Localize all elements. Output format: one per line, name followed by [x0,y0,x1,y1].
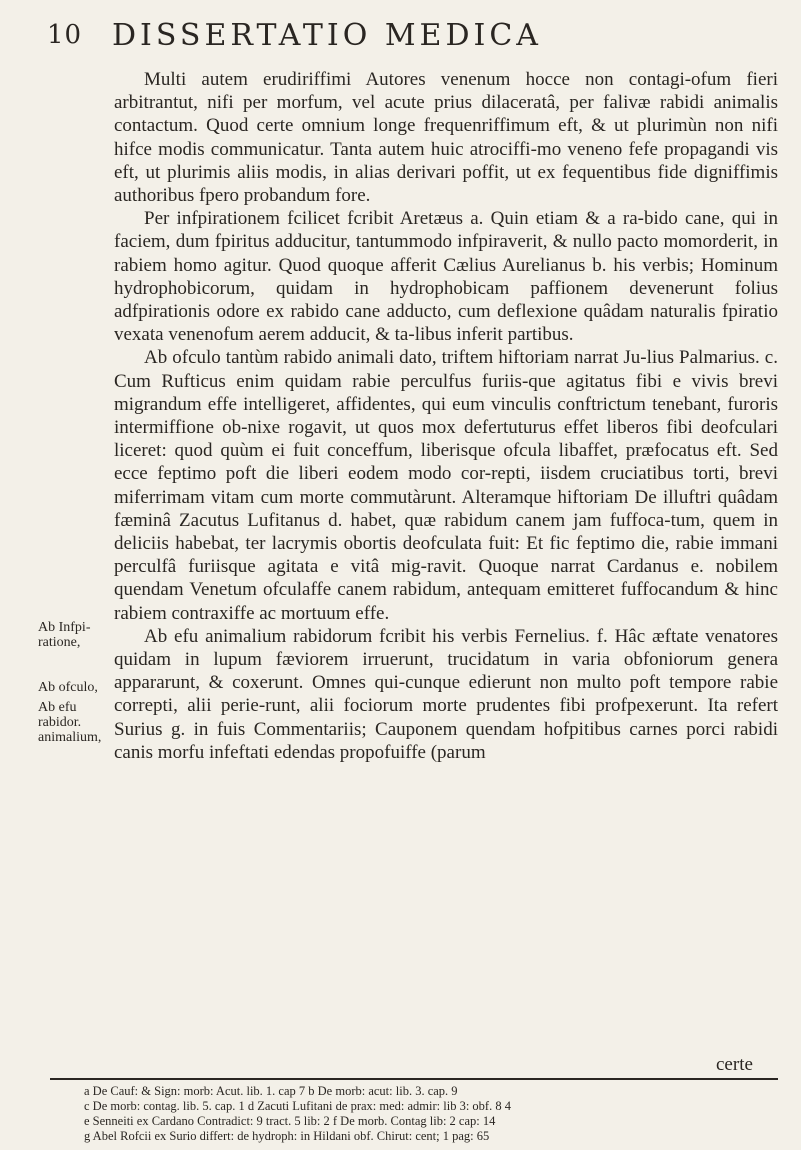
footnote-rule [50,1078,778,1080]
paragraph-esu: Ab efu animalium rabidorum fcribit his verbis Fernelius. f. Hâc æftate venatores quidam in lupum fæviorem irruerunt, trucidatum in varia obfoniorum genera appararunt, & coxerunt. Omnes qui-cunque edierunt non multo poft tempore rabie correpti, alii perie-runt, alii fociorum morte prudentes fibi profpexerunt. Ita refert Surius g. in fuis Commentariis; Cauponem quendam hofpitibus carnes porci rabidi canis morfu infeftati edendas propofuiffe (parum [114,625,778,763]
margin-note-osculo: Ab ofculo, [38,680,98,695]
body-text [114,68,778,764]
footnote-line: a De Cauf: & Sign: morb: Acut. lib. 1. cap 7 b De morb: acut: lib. 3. cap. 9 [84,1084,458,1098]
paragraph-osculo: Ab ofculo tantùm rabido animali dato, triftem hiftoriam narrat Ju-lius Palmarius. c. Cum Rufticus enim quidam rabie perculfus furiis-que agitatus fibi e vivis brevi migrandum effe intelligeret, affidentes, qui eum vinculis conftrictum tenebant, furoris intermiffione ob-nixe rogavit, ut quos mox defertuturus effet liberos fibi deofculari liceret: quod quùm ei fuit conceffum, liberisque ofcula libaffet, præfocatus eft. Sed ecce feptimo poft die liberi eodem modo cor-repti, iisdem cruciatibus torti, brevi miferrimam vitam cum morte commutàrunt. Alteramque hiftoriam De illuftri quâdam fæminâ Zacutus Lufitanus d. habet, quæ rabidum canem jam fuffoca-tum, quem in deliciis habebat, ter lacrymis obortis deofculata fuit: Et fic feptimo die, rabie immani perculfâ furiisque agitata e vitâ mig-ravit. Quoque narrat Cardanus e. nobilem quendam Venetum ofculaffe canem rabidum, antequam emitteret fuffocandum & hinc rabiem contraxiffe ac mortuum effe. [114,347,778,624]
paragraph-contagion: Multi autem erudiriffimi Autores venenum hocce non contagi-ofum fieri arbitrantut, nifi per morfum, vel acute prius dilaceratâ, per falivæ rabidi animalis contactum. Quod certe omnium longe frequenriffimum eft, & ut plurimùn non nifi hifce modis communicatur. Tanta autem huic atrociffi-mo veneno fefe propagandi vis eft, ut plurimis aliis modis, in alias derivari poffit, ut ex fequentibus fide digniffimis authoribus fpero probandum fore. [114,69,778,207]
catchword: certe [716,1054,753,1075]
paragraph-inspiratione: Per infpirationem fcilicet fcribit Aretæus a. Quin etiam & a ra-bido cane, qui in faciem, dum fpiritus adducitur, tantummodo infpiraverit, & nullo pacto momorderit, in rabiem homo agitur. Quod quoque afferit Cælius Aurelianus b. his verbis; Hominum hydrophobicorum, quidam in hydrophobicam paffionem devenerunt folius adfpirationis odore ex rabido cane adducto, cum deflexione quâdam naturalis fpiratio vexata venenofum aerem adducit, & ta-libus inferit partibus. [114,208,778,346]
running-head: DISSERTATIO MEDICA [112,18,542,53]
footnote-line: c De morb: contag. lib. 5. cap. 1 d Zacuti Lufitani de prax: med: admir: lib 3: obf. 8 4 [84,1099,511,1113]
page-number: 10 [47,20,83,50]
footnote-line: e Senneiti ex Cardano Contradict: 9 tract. 5 lib: 2 f De morb. Contag lib: 2 cap: 14 [84,1114,496,1128]
footnotes [84,1084,784,1144]
margin-note-inspiratione: Ab Infpi-ratione, [38,620,91,650]
footnote-line: g Abel Rofcii ex Surio differt: de hydroph: in Hildani obf. Chirut: cent; 1 pag: 65 [84,1129,490,1143]
margin-note-esu: Ab efu rabidor. animalium, [38,700,102,745]
